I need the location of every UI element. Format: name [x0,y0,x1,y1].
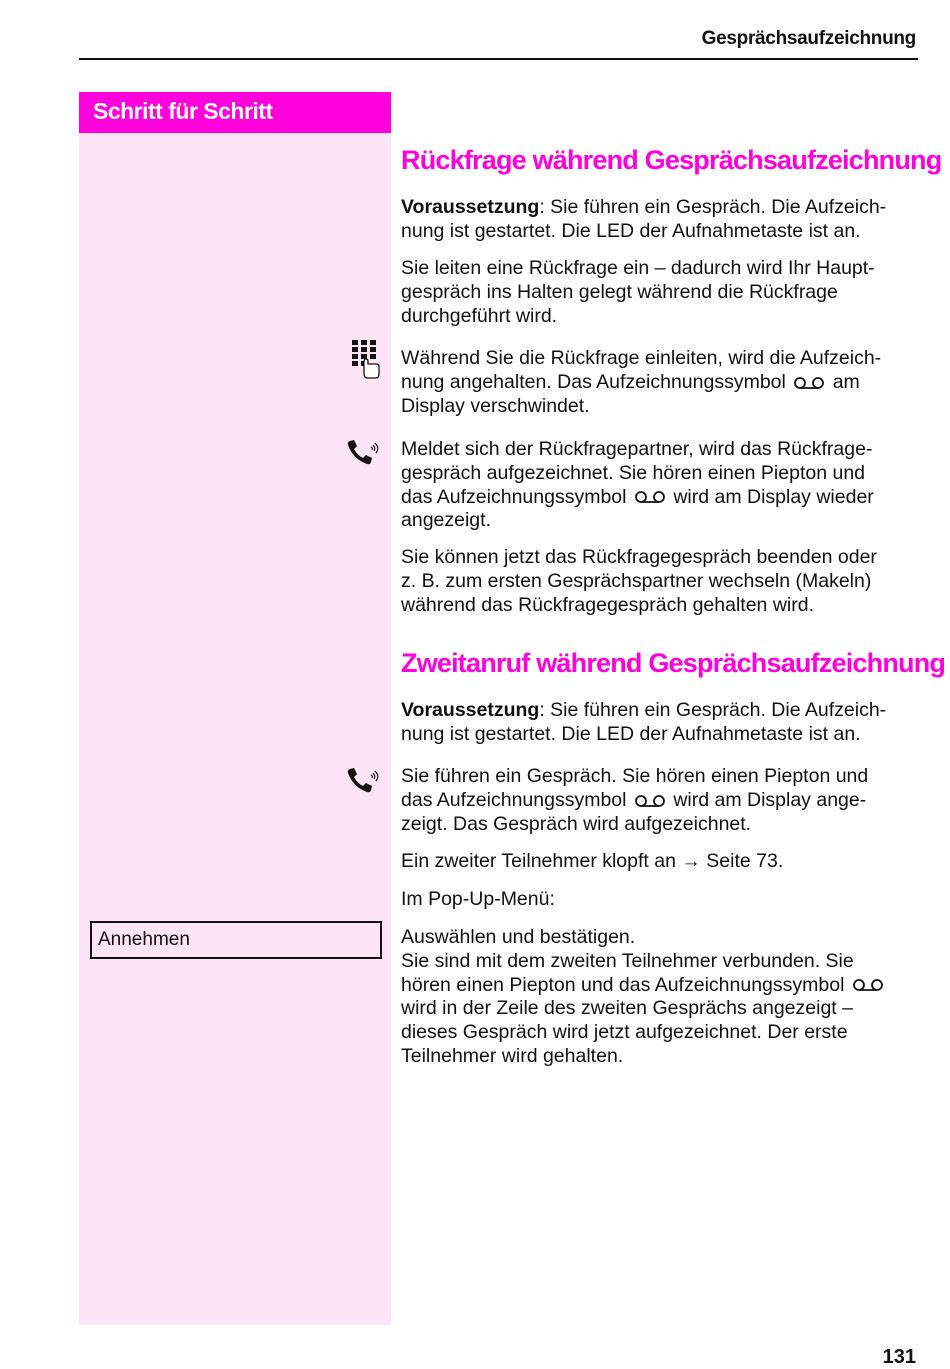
menu-item-label: Annehmen [98,929,190,950]
sidebar-heading-text: Schritt für Schritt [93,98,273,124]
prereq-label: Voraussetzung [401,699,540,721]
sidebar-heading [79,92,391,133]
header-rule [79,58,918,60]
running-header: Gesprächsaufzeichnung [701,28,916,49]
page-number: 131 [882,1346,916,1368]
section1-paragraph: Sie leiten eine Rückfrage ein – dadurch wird Ihr Haupt- gespräch ins Halten gelegt während die Rückfrage durchgeführt wird. [401,257,875,327]
section1-step2: Meldet sich der Rückfragepartner, wird das Rückfrage- gespräch aufgezeichnet. Sie hören einen Piepton und das Aufzeichnungssymbol wird am Display wieder angezeigt. [401,438,874,532]
keypad-icon [352,340,380,380]
section2-step1: Sie führen ein Gespräch. Sie hören einen Piepton und das Aufzeichnungssymbol wird am Display ange- zeigt. Das Gespräch wird aufgezeichnet. [401,765,869,835]
tape-icon [634,794,666,808]
section1-prereq: Voraussetzung: Sie führen ein Gespräch. Die Aufzeich- nung ist gestartet. Die LED der Aufnahmetaste ist an. [401,196,887,242]
section2-popup-label: Im Pop-Up-Menü: [401,888,555,910]
prereq-label: Voraussetzung [401,196,540,218]
handset-icon [346,440,382,466]
section2-knock: Ein zweiter Teilnehmer klopft an → Seite 73. [401,850,784,872]
arrow-right-icon: → [681,850,701,872]
section1-paragraph2: Sie können jetzt das Rückfragegespräch beenden oder z. B. zum ersten Gesprächspartner wechseln (Makeln) während das Rückfragegespräch gehalten wird. [401,546,877,616]
section2-prereq: Voraussetzung: Sie führen ein Gespräch. Die Aufzeich- nung ist gestartet. Die LED der Aufnahmetaste ist an. [401,699,887,745]
section1-title: Rückfrage während Gesprächsaufzeichnung [401,145,942,175]
handset-icon [346,768,382,794]
section1-step1: Während Sie die Rückfrage einleiten, wird die Aufzeich- nung angehalten. Das Aufzeichnungssymbol am Display verschwindet. [401,347,882,417]
tape-icon [793,376,825,390]
menu-item-annehmen[interactable] [90,921,382,959]
sidebar-column [79,92,391,1325]
section2-title: Zweitanruf während Gesprächsaufzeichnung [401,648,946,678]
page-reference-link[interactable]: Seite 73. [706,850,784,872]
tape-icon [634,490,666,504]
tape-icon [852,978,884,992]
section2-step2: Auswählen und bestätigen. Sie sind mit dem zweiten Teilnehmer verbunden. Sie hören einen Piepton und das Aufzeichnungssymbol wird in der Zeile des zweiten Gesprächs angezeigt – dieses Gespräch wird jetzt aufgezeichnet. Der erste Teilnehmer wird gehalten. [401,926,921,1069]
